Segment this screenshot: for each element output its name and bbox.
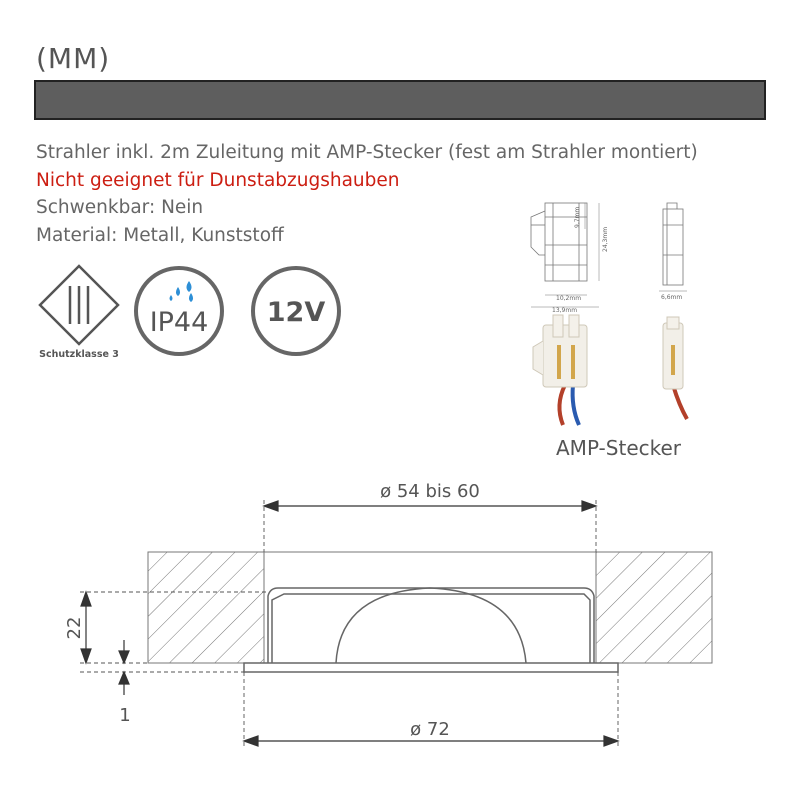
cutout-diameter-label: ø 54 bis 60 (380, 481, 480, 502)
voltage-label: 12V (266, 297, 326, 328)
ip-rating-label: IP44 (149, 307, 209, 338)
ceiling-section (148, 552, 712, 663)
cutout-diameter-dimension (264, 500, 596, 552)
protection-class-3-icon (40, 266, 118, 344)
flange-label: 1 (119, 705, 131, 726)
luminaire-housing (244, 588, 618, 672)
depth-label: 22 (64, 616, 85, 640)
unit-label: (MM) (36, 42, 111, 75)
outer-diameter-label: ø 72 (410, 719, 450, 740)
spec-line-material: Material: Metall, Kunststoff (36, 225, 284, 246)
dim-height-label: 24,3mm (602, 226, 609, 252)
spec-line-warning: Nicht geeignet für Dunstabzugshauben (36, 170, 400, 191)
connector-side-view-drawing (659, 203, 687, 291)
header-bar (34, 80, 766, 120)
spec-line-cable: Strahler inkl. 2m Zuleitung mit AMP-Stecker (fest am Strahler montiert) (36, 142, 698, 163)
dim-inner-width-label: 10,2mm (556, 295, 582, 302)
dim-top-label: 9,7mm (574, 206, 581, 228)
connector-photo-side (663, 317, 687, 419)
protection-class-badge (30, 262, 140, 362)
spec-line-swivel: Schwenkbar: Nein (36, 197, 204, 218)
protection-class-label: Schutzklasse 3 (39, 349, 119, 360)
connector-photo-front (533, 315, 587, 425)
ip-rating-badge (133, 265, 229, 361)
voltage-badge (250, 265, 346, 361)
connector-front-view-drawing (531, 203, 599, 307)
dim-outer-width-label: 13,9mm (552, 307, 578, 314)
amp-connector-label: AMP-Stecker (556, 436, 682, 460)
installation-drawing (0, 470, 800, 770)
amp-connector-illustration (515, 195, 715, 430)
dim-side-width-label: 6,6mm (661, 294, 683, 301)
